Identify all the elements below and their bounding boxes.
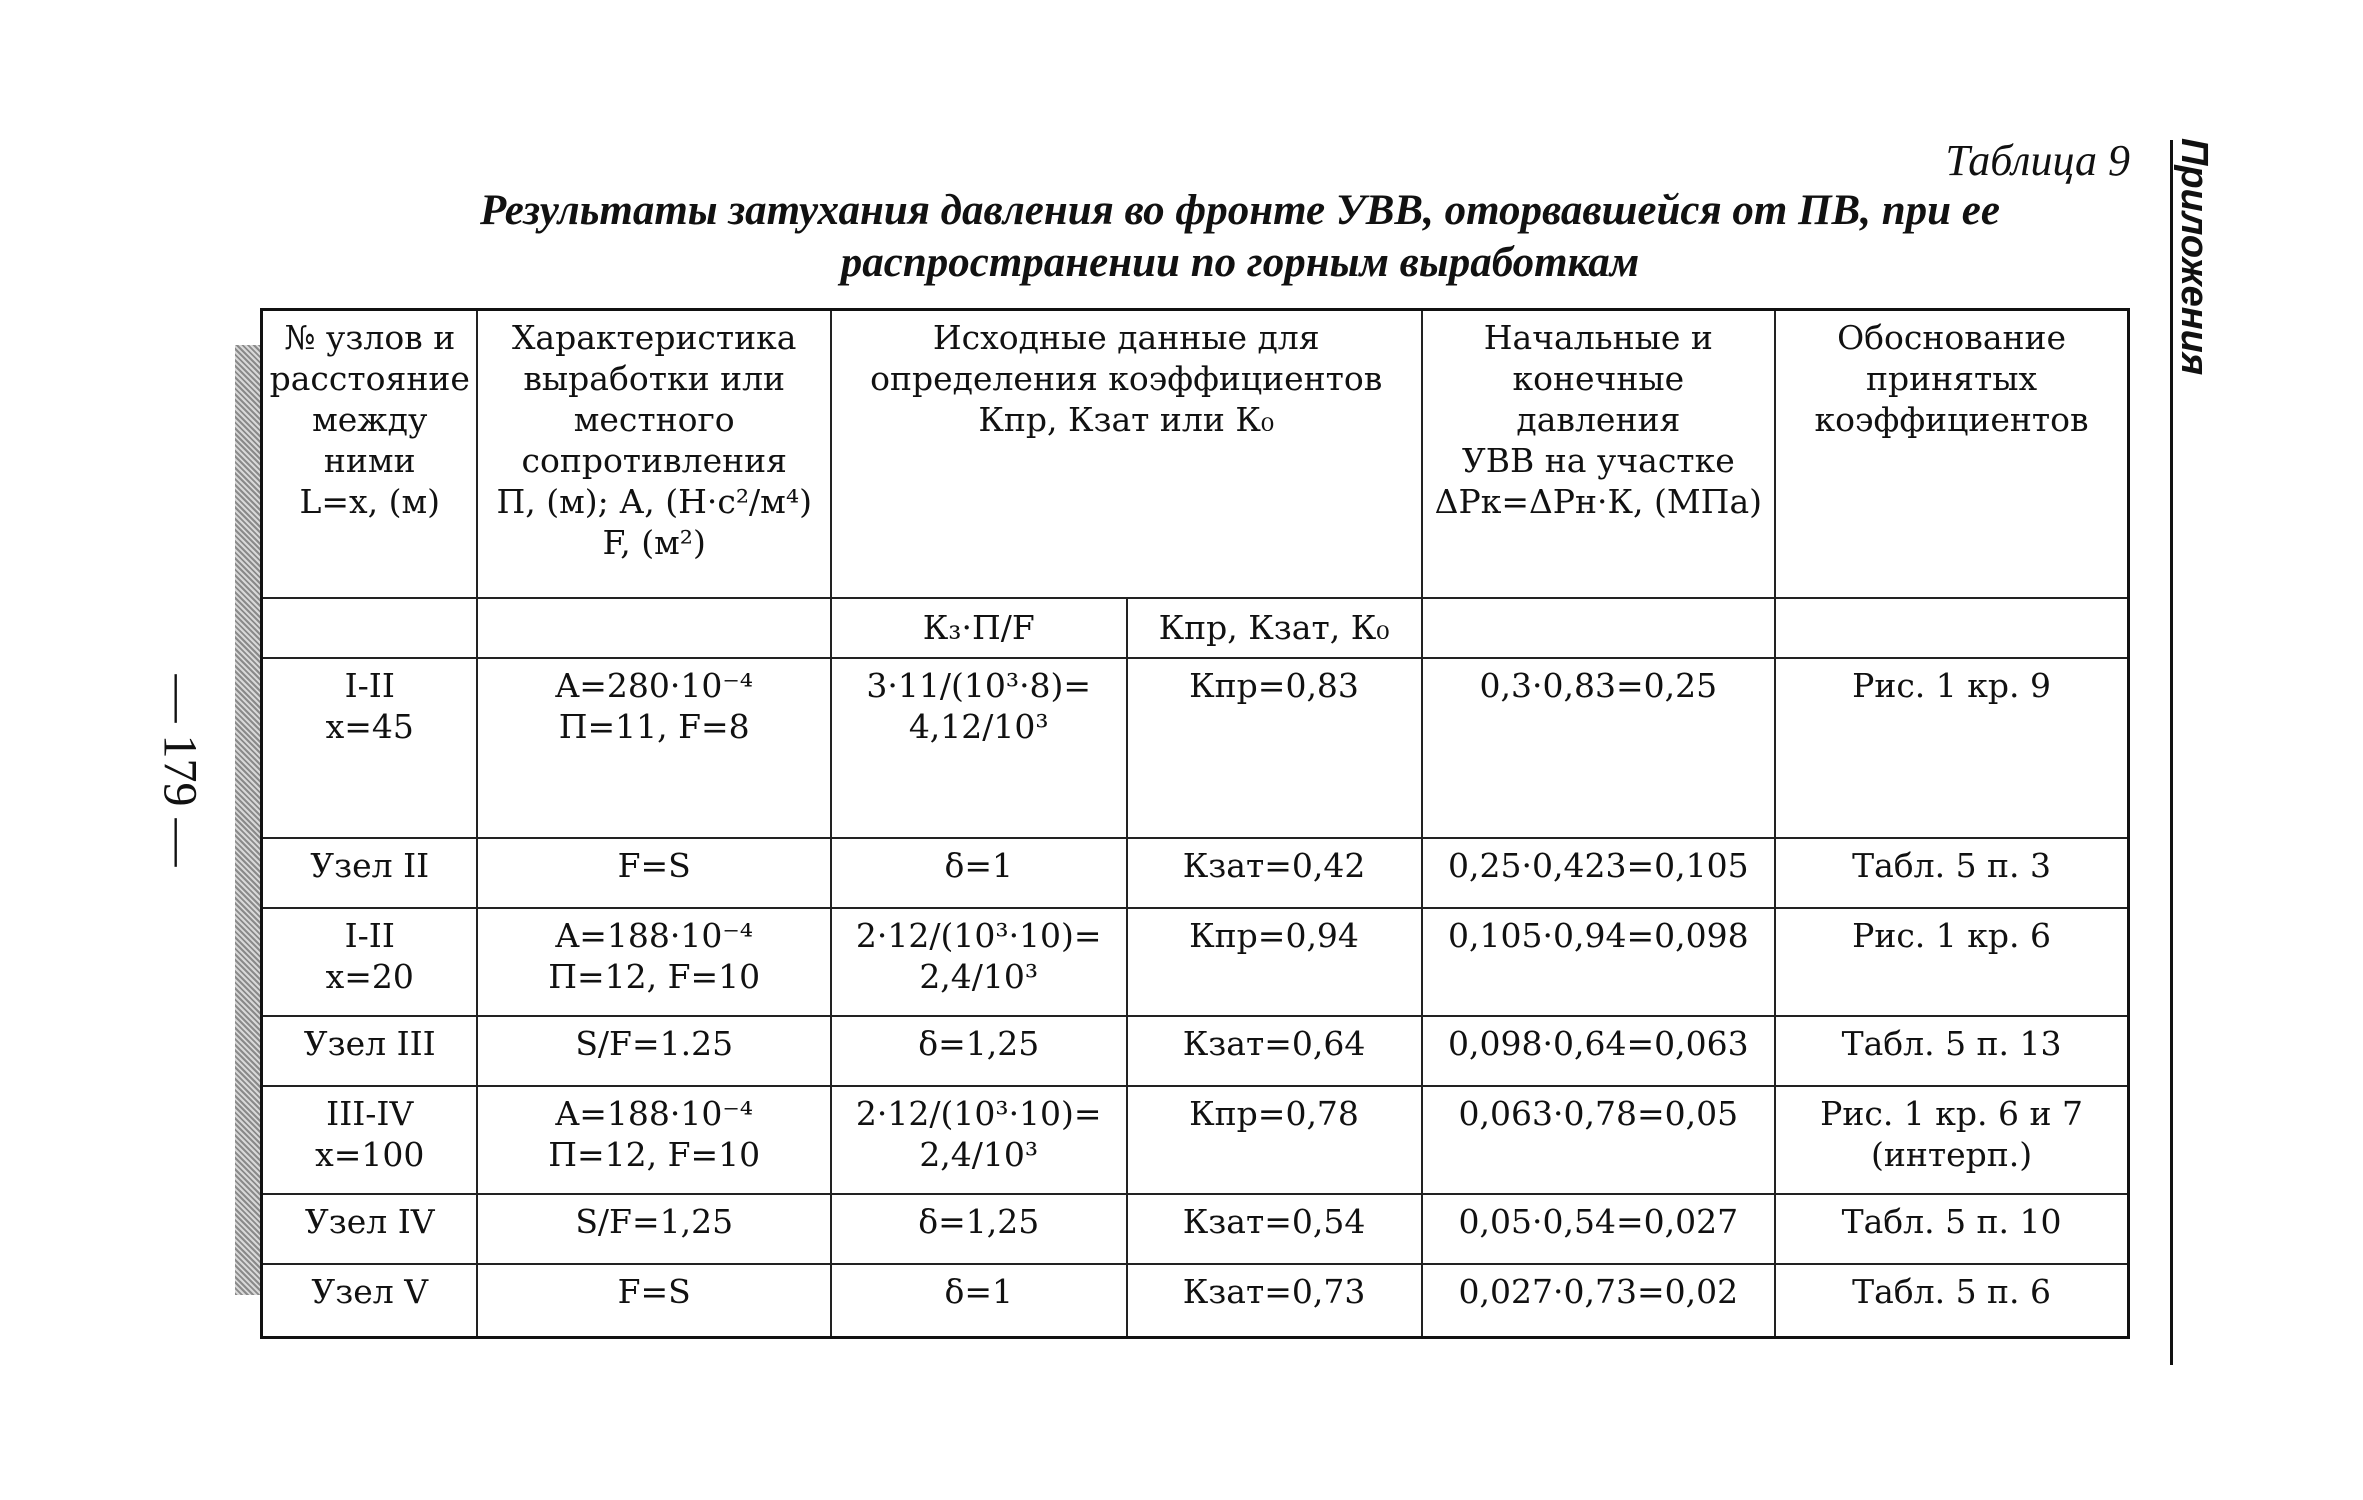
table-row xyxy=(262,1194,2129,1264)
cell-basis: Рис. 1 кр. 6 xyxy=(1775,908,2128,1016)
header-basis: Обоснование принятых коэффициентов xyxy=(1775,310,2128,598)
cell-node: I-II x=20 xyxy=(262,908,478,1016)
cell-node: Узел III xyxy=(262,1016,478,1086)
cell-node: I-II x=45 xyxy=(262,658,478,838)
cell-pressure: 0,05·0,54=0,027 xyxy=(1422,1194,1776,1264)
cell-characteristic: A=188·10⁻⁴ П=12, F=10 xyxy=(477,908,830,1016)
cell-calc: δ=1 xyxy=(831,838,1127,908)
subheader-empty xyxy=(1422,598,1776,658)
cell-pressure: 0,25·0,423=0,105 xyxy=(1422,838,1776,908)
table-row xyxy=(262,658,2129,838)
cell-pressure: 0,098·0,64=0,063 xyxy=(1422,1016,1776,1086)
page-number-text: — 179 — xyxy=(153,674,207,866)
table-row xyxy=(262,838,2129,908)
cell-basis: Табл. 5 п. 3 xyxy=(1775,838,2128,908)
cell-characteristic: A=280·10⁻⁴ П=11, F=8 xyxy=(477,658,830,838)
section-title: Приложения xyxy=(2173,138,2215,376)
header-row xyxy=(262,310,2129,598)
cell-characteristic: A=188·10⁻⁴ П=12, F=10 xyxy=(477,1086,830,1194)
table-row xyxy=(262,908,2129,1016)
cell-pressure: 0,105·0,94=0,098 xyxy=(1422,908,1776,1016)
subheader-empty xyxy=(262,598,478,658)
cell-characteristic: F=S xyxy=(477,1264,830,1338)
cell-characteristic: S/F=1.25 xyxy=(477,1016,830,1086)
cell-pressure: 0,027·0,73=0,02 xyxy=(1422,1264,1776,1338)
cell-basis: Рис. 1 кр. 6 и 7 (интерп.) xyxy=(1775,1086,2128,1194)
cell-node: III-IV x=100 xyxy=(262,1086,478,1194)
cell-coef: Кзат=0,54 xyxy=(1127,1194,1422,1264)
cell-basis: Рис. 1 кр. 9 xyxy=(1775,658,2128,838)
cell-calc: 3·11/(10³·8)= 4,12/10³ xyxy=(831,658,1127,838)
cell-basis: Табл. 5 п. 6 xyxy=(1775,1264,2128,1338)
results-table xyxy=(260,308,2130,1339)
cell-node: Узел IV xyxy=(262,1194,478,1264)
table-label: Таблица 9 xyxy=(1945,136,2130,185)
cell-coef: Кзат=0,73 xyxy=(1127,1264,1422,1338)
cell-pressure: 0,3·0,83=0,25 xyxy=(1422,658,1776,838)
subheader-empty xyxy=(477,598,830,658)
header-node: № узлов и расстояние между ними L=x, (м) xyxy=(262,310,478,598)
header-pressure: Начальные и конечные давления УВВ на участке ΔPк=ΔPн·К, (МПа) xyxy=(1422,310,1776,598)
cell-calc: 2·12/(10³·10)= 2,4/10³ xyxy=(831,908,1127,1016)
cell-coef: Кпр=0,94 xyxy=(1127,908,1422,1016)
page-title: Результаты затухания давления во фронте УВВ, оторвавшейся от ПВ, при ее распространении по горным выработкам xyxy=(480,187,2000,286)
cell-node: Узел V xyxy=(262,1264,478,1338)
subheader-calc: К₃·П/F xyxy=(831,598,1127,658)
cell-pressure: 0,063·0,78=0,05 xyxy=(1422,1086,1776,1194)
cell-coef: Кзат=0,42 xyxy=(1127,838,1422,908)
cell-characteristic: F=S xyxy=(477,838,830,908)
page-number xyxy=(140,660,220,880)
table-row xyxy=(262,1264,2129,1338)
cell-characteristic: S/F=1,25 xyxy=(477,1194,830,1264)
cell-coef: Кзат=0,64 xyxy=(1127,1016,1422,1086)
header-characteristic: Характеристика выработки или местного сопротивления П, (м); А, (Н·с²/м⁴) F, (м²) xyxy=(477,310,830,598)
subheader-empty xyxy=(1775,598,2128,658)
cell-basis: Табл. 5 п. 10 xyxy=(1775,1194,2128,1264)
cell-calc: 2·12/(10³·10)= 2,4/10³ xyxy=(831,1086,1127,1194)
table-shadow-left xyxy=(235,345,261,1295)
cell-calc: δ=1,25 xyxy=(831,1194,1127,1264)
cell-basis: Табл. 5 п. 13 xyxy=(1775,1016,2128,1086)
table-row xyxy=(262,1016,2129,1086)
cell-node: Узел II xyxy=(262,838,478,908)
table-row xyxy=(262,1086,2129,1194)
cell-coef: Кпр=0,78 xyxy=(1127,1086,1422,1194)
header-source-data: Исходные данные для определения коэффициентов Кпр, Кзат или К₀ xyxy=(831,310,1422,598)
subheader-row xyxy=(262,598,2129,658)
subheader-coef: Кпр, Кзат, К₀ xyxy=(1127,598,1422,658)
cell-coef: Кпр=0,83 xyxy=(1127,658,1422,838)
cell-calc: δ=1 xyxy=(831,1264,1127,1338)
cell-calc: δ=1,25 xyxy=(831,1016,1127,1086)
